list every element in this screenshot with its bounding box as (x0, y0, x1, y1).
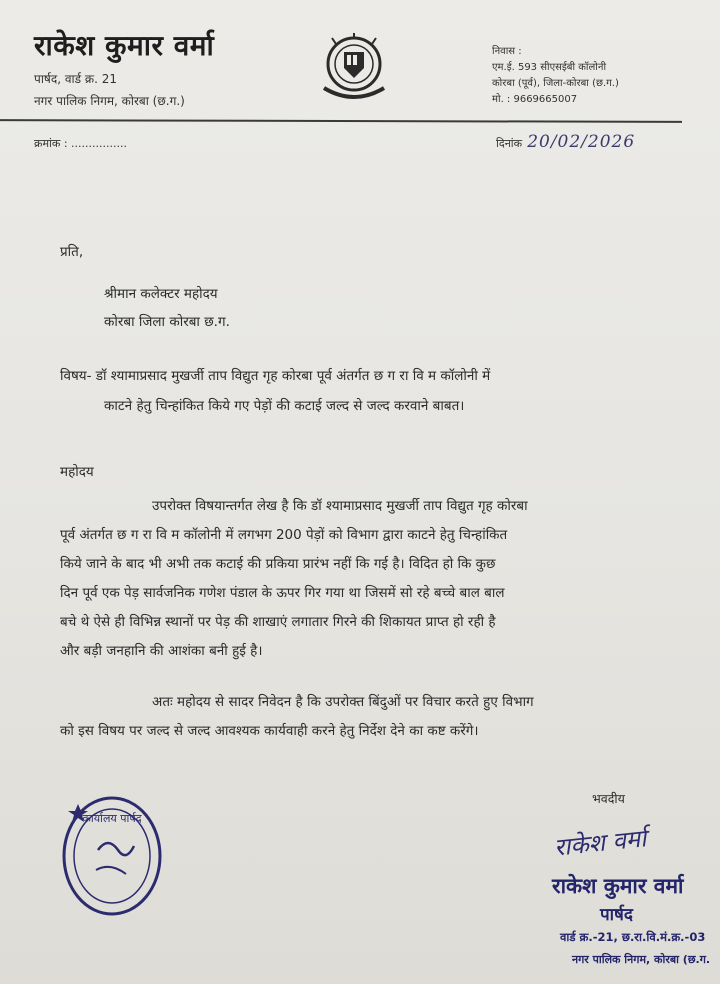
office-seal-stamp (58, 792, 166, 920)
salutation: महोदय (60, 464, 94, 480)
para1-line: बचे थे ऐसे ही विभिन्न स्थानों पर पेड़ की शाखाएं लगातार गिरने की शिकायत प्राप्त हो रही है (60, 614, 496, 630)
letterhead-municipality: नगर पालिक निगम, कोरबा (छ.ग.) (34, 94, 185, 108)
para1-line: पूर्व अंतर्गत छ ग रा वि म कॉलोनी में लगभग 200 पेड़ों को विभाग द्वारा काटने हेतु चिन्हांकित (60, 527, 508, 543)
letter-date (496, 132, 635, 152)
subject-line1: विषय- डॉ श्यामाप्रसाद मुखर्जी ताप विद्युत गृह कोरबा पूर्व अंतर्गत छ ग रा वि म कॉलोनी में (60, 368, 491, 384)
letterhead-designation: पार्षद, वार्ड क्र. 21 (34, 72, 117, 86)
para1-line: और बड़ी जनहानि की आशंका बनी हुई है। (60, 643, 263, 659)
ref-label: क्रमांक : (34, 137, 68, 150)
date-label: दिनांक (496, 137, 523, 150)
ref-blank: ................ (71, 137, 127, 150)
para1-line: किये जाने के बाद भी अभी तक कटाई की प्रकिया प्रारंभ नहीं कि गई है। विदित हो कि कुछ (60, 556, 496, 572)
signatory-municipality: नगर पालिक निगम, कोरबा (छ.ग. (572, 953, 711, 966)
signatory-designation: पार्षद (600, 905, 633, 925)
ref-number (34, 136, 127, 151)
date-value: 20/02/2026 (527, 132, 636, 152)
header-divider (0, 119, 682, 123)
body-paragraph-1 (60, 492, 528, 666)
seal-text: कार्यालय पार्षद (82, 812, 142, 825)
mobile-number: मो. : 9669665007 (492, 94, 578, 105)
municipal-emblem-icon (318, 30, 390, 106)
signatory-name: राकेश कुमार वर्मा (552, 874, 684, 898)
recipient-line2: कोरबा जिला कोरबा छ.ग. (104, 314, 230, 330)
para1-line: उपरोक्त विषयान्तर्गत लेख है कि डॉ श्यामाप्रसाद मुखर्जी ताप विद्युत गृह कोरबा (152, 498, 528, 514)
para1-line: दिन पूर्व एक पेड़ सार्वजनिक गणेश पंडाल के ऊपर गिर गया था जिसमें सो रहे बच्चे बाल बाल (60, 585, 505, 601)
body-paragraph-2 (60, 688, 534, 746)
signatory-ward: वार्ड क्र.-21, छ.रा.वि.मं.क्र.-03 (560, 930, 706, 944)
closing-yours: भवदीय (592, 791, 625, 806)
subject-line2: काटने हेतु चिन्हांकित किये गए पेड़ों की कटाई जल्द से जल्द करवाने बाबत। (104, 398, 465, 414)
address-line1: एम.ई. 593 सीएसईबी कॉलोनी (492, 62, 607, 73)
recipient-line1: श्रीमान कलेक्टर महोदय (104, 286, 218, 302)
address-line2: कोरबा (पूर्व), जिला-कोरबा (छ.ग.) (492, 78, 619, 89)
para2-line: अतः महोदय से सादर निवेदन है कि उपरोक्त बिंदुओं पर विचार करते हुए विभाग (152, 694, 534, 710)
to-label: प्रति, (60, 244, 84, 260)
address-label: निवास : (492, 46, 522, 57)
para2-line: को इस विषय पर जल्द से जल्द आवश्यक कार्यवाही करने हेतु निर्देश देने का कष्ट करेंगे। (60, 723, 479, 739)
letterhead-name: राकेश कुमार वर्मा (34, 29, 215, 62)
handwritten-signature: राकेश वर्मा (552, 824, 648, 862)
